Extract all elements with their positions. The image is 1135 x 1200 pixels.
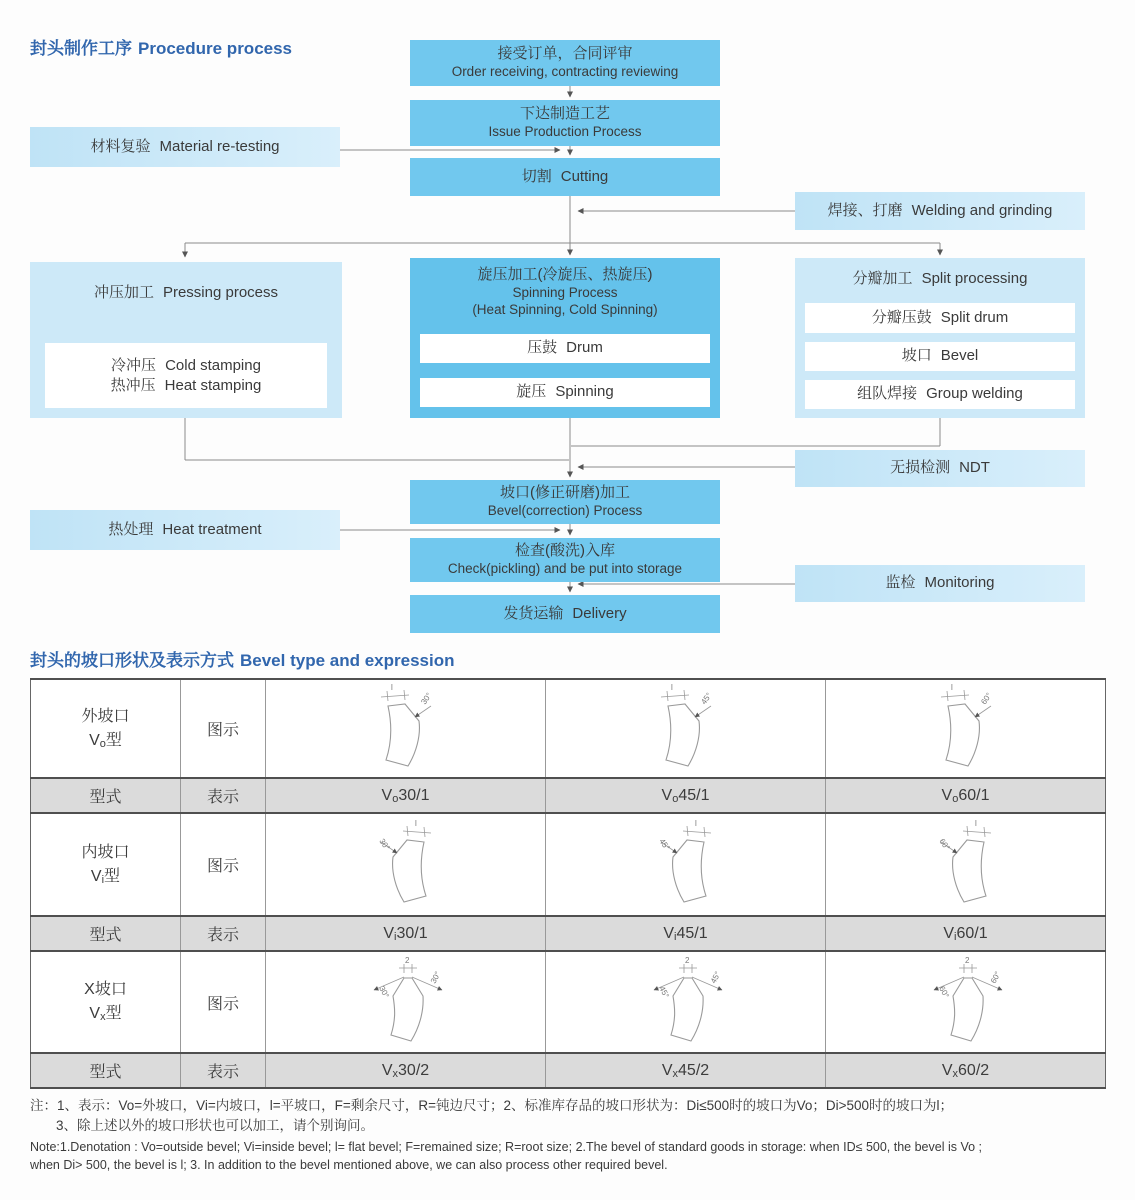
flow-box-issue-production: 下达制造工艺 Issue Production Process <box>410 100 720 146</box>
flowchart-title <box>30 34 292 59</box>
flow-box-material-retesting: 材料复验 Material re-testing <box>30 127 340 167</box>
flow-subbox-group-welding: 组队焊接 Group welding <box>805 380 1075 409</box>
bevel-diagram-vi-60 <box>901 816 1031 908</box>
note-en-line1: Note:1.Denotation : Vo=outside bevel; Vi=inside bevel; l= flat bevel; F=remained size; R=root size; 2.The bevel of standard goods in storage: when ID≤ 500, the bevel is Vo ; <box>30 1140 982 1154</box>
type-label-cell: 型式 <box>31 778 181 813</box>
svg-text:2: 2 <box>684 955 689 965</box>
svg-text:2: 2 <box>404 955 409 965</box>
type-label-cell: 型式 <box>31 1053 181 1088</box>
svg-text:45°: 45° <box>708 969 722 985</box>
svg-text:l: l <box>670 683 673 692</box>
bevel-code-vo30: Vo30/1 <box>266 778 546 813</box>
table-row <box>31 951 1106 1053</box>
flow-box-delivery: 发货运输 Delivery <box>410 595 720 633</box>
flow-box-order-receiving: 接受订单，合同评审 Order receiving, contracting reviewing <box>410 40 720 86</box>
flow-box-ndt: 无损检测 NDT <box>795 450 1085 487</box>
bevel-table-title <box>30 646 454 671</box>
flow-branch-spinning: 旋压加工(冷旋压、热旋压) Spinning Process (Heat Spinning, Cold Spinning) 压鼓 Drum 旋压 Spinning <box>410 258 720 418</box>
bevel-code-vo45: Vo45/1 <box>546 778 826 813</box>
svg-text:45°: 45° <box>698 691 714 707</box>
svg-text:60°: 60° <box>936 984 951 1000</box>
svg-text:30°: 30° <box>428 969 442 985</box>
svg-text:60°: 60° <box>988 969 1002 985</box>
flow-subbox-spinning: 旋压 Spinning <box>420 378 710 407</box>
bevel-diagram-vx-45 <box>621 954 751 1046</box>
svg-text:l: l <box>974 819 977 828</box>
svg-text:30°: 30° <box>376 836 392 853</box>
bevel-group-label-vx: X坡口 Vx型 <box>31 951 181 1053</box>
flowchart-title-en: Procedure process <box>138 39 293 58</box>
expr-label-cell: 表示 <box>181 916 266 951</box>
bevel-type-table <box>30 678 1106 1089</box>
bevel-code-vx45: Vx45/2 <box>546 1053 826 1088</box>
diagram-cell <box>546 813 826 916</box>
svg-text:l: l <box>694 819 697 828</box>
note-zh-line2: 3、除上述以外的坡口形状也可以加工，请个别询问。 <box>56 1118 375 1133</box>
flow-box-bevel-correction: 坡口(修正研磨)加工 Bevel(correction) Process <box>410 480 720 524</box>
note-zh-line1: 注：1、表示：Vo=外坡口，Vi=内坡口，l=平坡口，F=剩余尺寸，R=钝边尺寸；2、标准库存品的坡口形状为：Di≤500时的坡口为Vo；Di>500时的坡口为l； <box>30 1098 954 1113</box>
diagram-cell <box>546 679 826 778</box>
diagram-cell <box>826 813 1106 916</box>
flow-subbox-stamping: 冷冲压 Cold stamping 热冲压 Heat stamping <box>45 343 327 408</box>
bevel-code-vi30: Vi30/1 <box>266 916 546 951</box>
bevel-diagram-vo-45 <box>621 680 751 772</box>
bevel-code-vi60: Vi60/1 <box>826 916 1106 951</box>
diagram-label-cell: 图示 <box>181 679 266 778</box>
type-label-cell: 型式 <box>31 916 181 951</box>
bevel-diagram-vi-30 <box>341 816 471 908</box>
diagram-cell <box>266 813 546 916</box>
bevel-group-label-vi: 内坡口 Vi型 <box>31 813 181 916</box>
svg-text:30°: 30° <box>376 984 391 1000</box>
bevel-code-vo60: Vo60/1 <box>826 778 1106 813</box>
flow-branch-split: 分瓣加工 Split processing 分瓣压鼓 Split drum 坡口 Bevel 组队焊接 Group welding <box>795 258 1085 418</box>
flow-subbox-bevel: 坡口 Bevel <box>805 342 1075 371</box>
bevel-diagram-vi-45 <box>621 816 751 908</box>
flow-box-welding-grinding: 焊接、打磨 Welding and grinding <box>795 192 1085 230</box>
diagram-label-cell: 图示 <box>181 813 266 916</box>
table-row <box>31 778 1106 813</box>
bevel-group-label-vo: 外坡口 Vo型 <box>31 679 181 778</box>
bevel-code-vx60: Vx60/2 <box>826 1053 1106 1088</box>
flow-box-heat-treatment: 热处理 Heat treatment <box>30 510 340 550</box>
svg-text:45°: 45° <box>656 836 672 853</box>
svg-text:l: l <box>390 683 393 692</box>
bevel-diagram-vo-60 <box>901 680 1031 772</box>
flow-branch-pressing: 冲压加工 Pressing process 冷冲压 Cold stamping 热冲压 Heat stamping <box>30 262 342 418</box>
bevel-code-vx30: Vx30/2 <box>266 1053 546 1088</box>
bevel-diagram-vx-60 <box>901 954 1031 1046</box>
svg-text:60°: 60° <box>936 836 952 853</box>
note-en-line2: when Di> 500, the bevel is l; 3. In addition to the bevel mentioned above, we can also process other required bevel. <box>30 1158 668 1172</box>
bevel-table-title-zh: 封头的坡口形状及表示方式 <box>30 651 234 670</box>
table-row <box>31 679 1106 778</box>
svg-text:30°: 30° <box>418 691 434 707</box>
expr-label-cell: 表示 <box>181 1053 266 1088</box>
expr-label-cell: 表示 <box>181 778 266 813</box>
diagram-cell <box>826 951 1106 1053</box>
diagram-label-cell: 图示 <box>181 951 266 1053</box>
diagram-cell <box>826 679 1106 778</box>
svg-text:l: l <box>950 683 953 692</box>
flow-box-cutting: 切割 Cutting <box>410 158 720 196</box>
bevel-diagram-vx-30 <box>341 954 471 1046</box>
table-row <box>31 1053 1106 1088</box>
table-row <box>31 916 1106 951</box>
flow-subbox-split-drum: 分瓣压鼓 Split drum <box>805 303 1075 333</box>
svg-text:45°: 45° <box>656 984 671 1000</box>
svg-text:2: 2 <box>964 955 969 965</box>
diagram-cell <box>266 679 546 778</box>
flow-subbox-drum: 压鼓 Drum <box>420 334 710 363</box>
bevel-table-title-en: Bevel type and expression <box>240 651 455 670</box>
diagram-cell <box>546 951 826 1053</box>
flowchart-title-zh: 封头制作工序 <box>30 39 132 58</box>
table-row <box>31 813 1106 916</box>
bevel-diagram-vo-30 <box>341 680 471 772</box>
flow-box-monitoring: 监检 Monitoring <box>795 565 1085 602</box>
flow-box-check-storage: 检查(酸洗)入库 Check(pickling) and be put into storage <box>410 538 720 582</box>
bevel-code-vi45: Vi45/1 <box>546 916 826 951</box>
svg-text:60°: 60° <box>978 691 994 707</box>
diagram-cell <box>266 951 546 1053</box>
svg-text:l: l <box>414 819 417 828</box>
